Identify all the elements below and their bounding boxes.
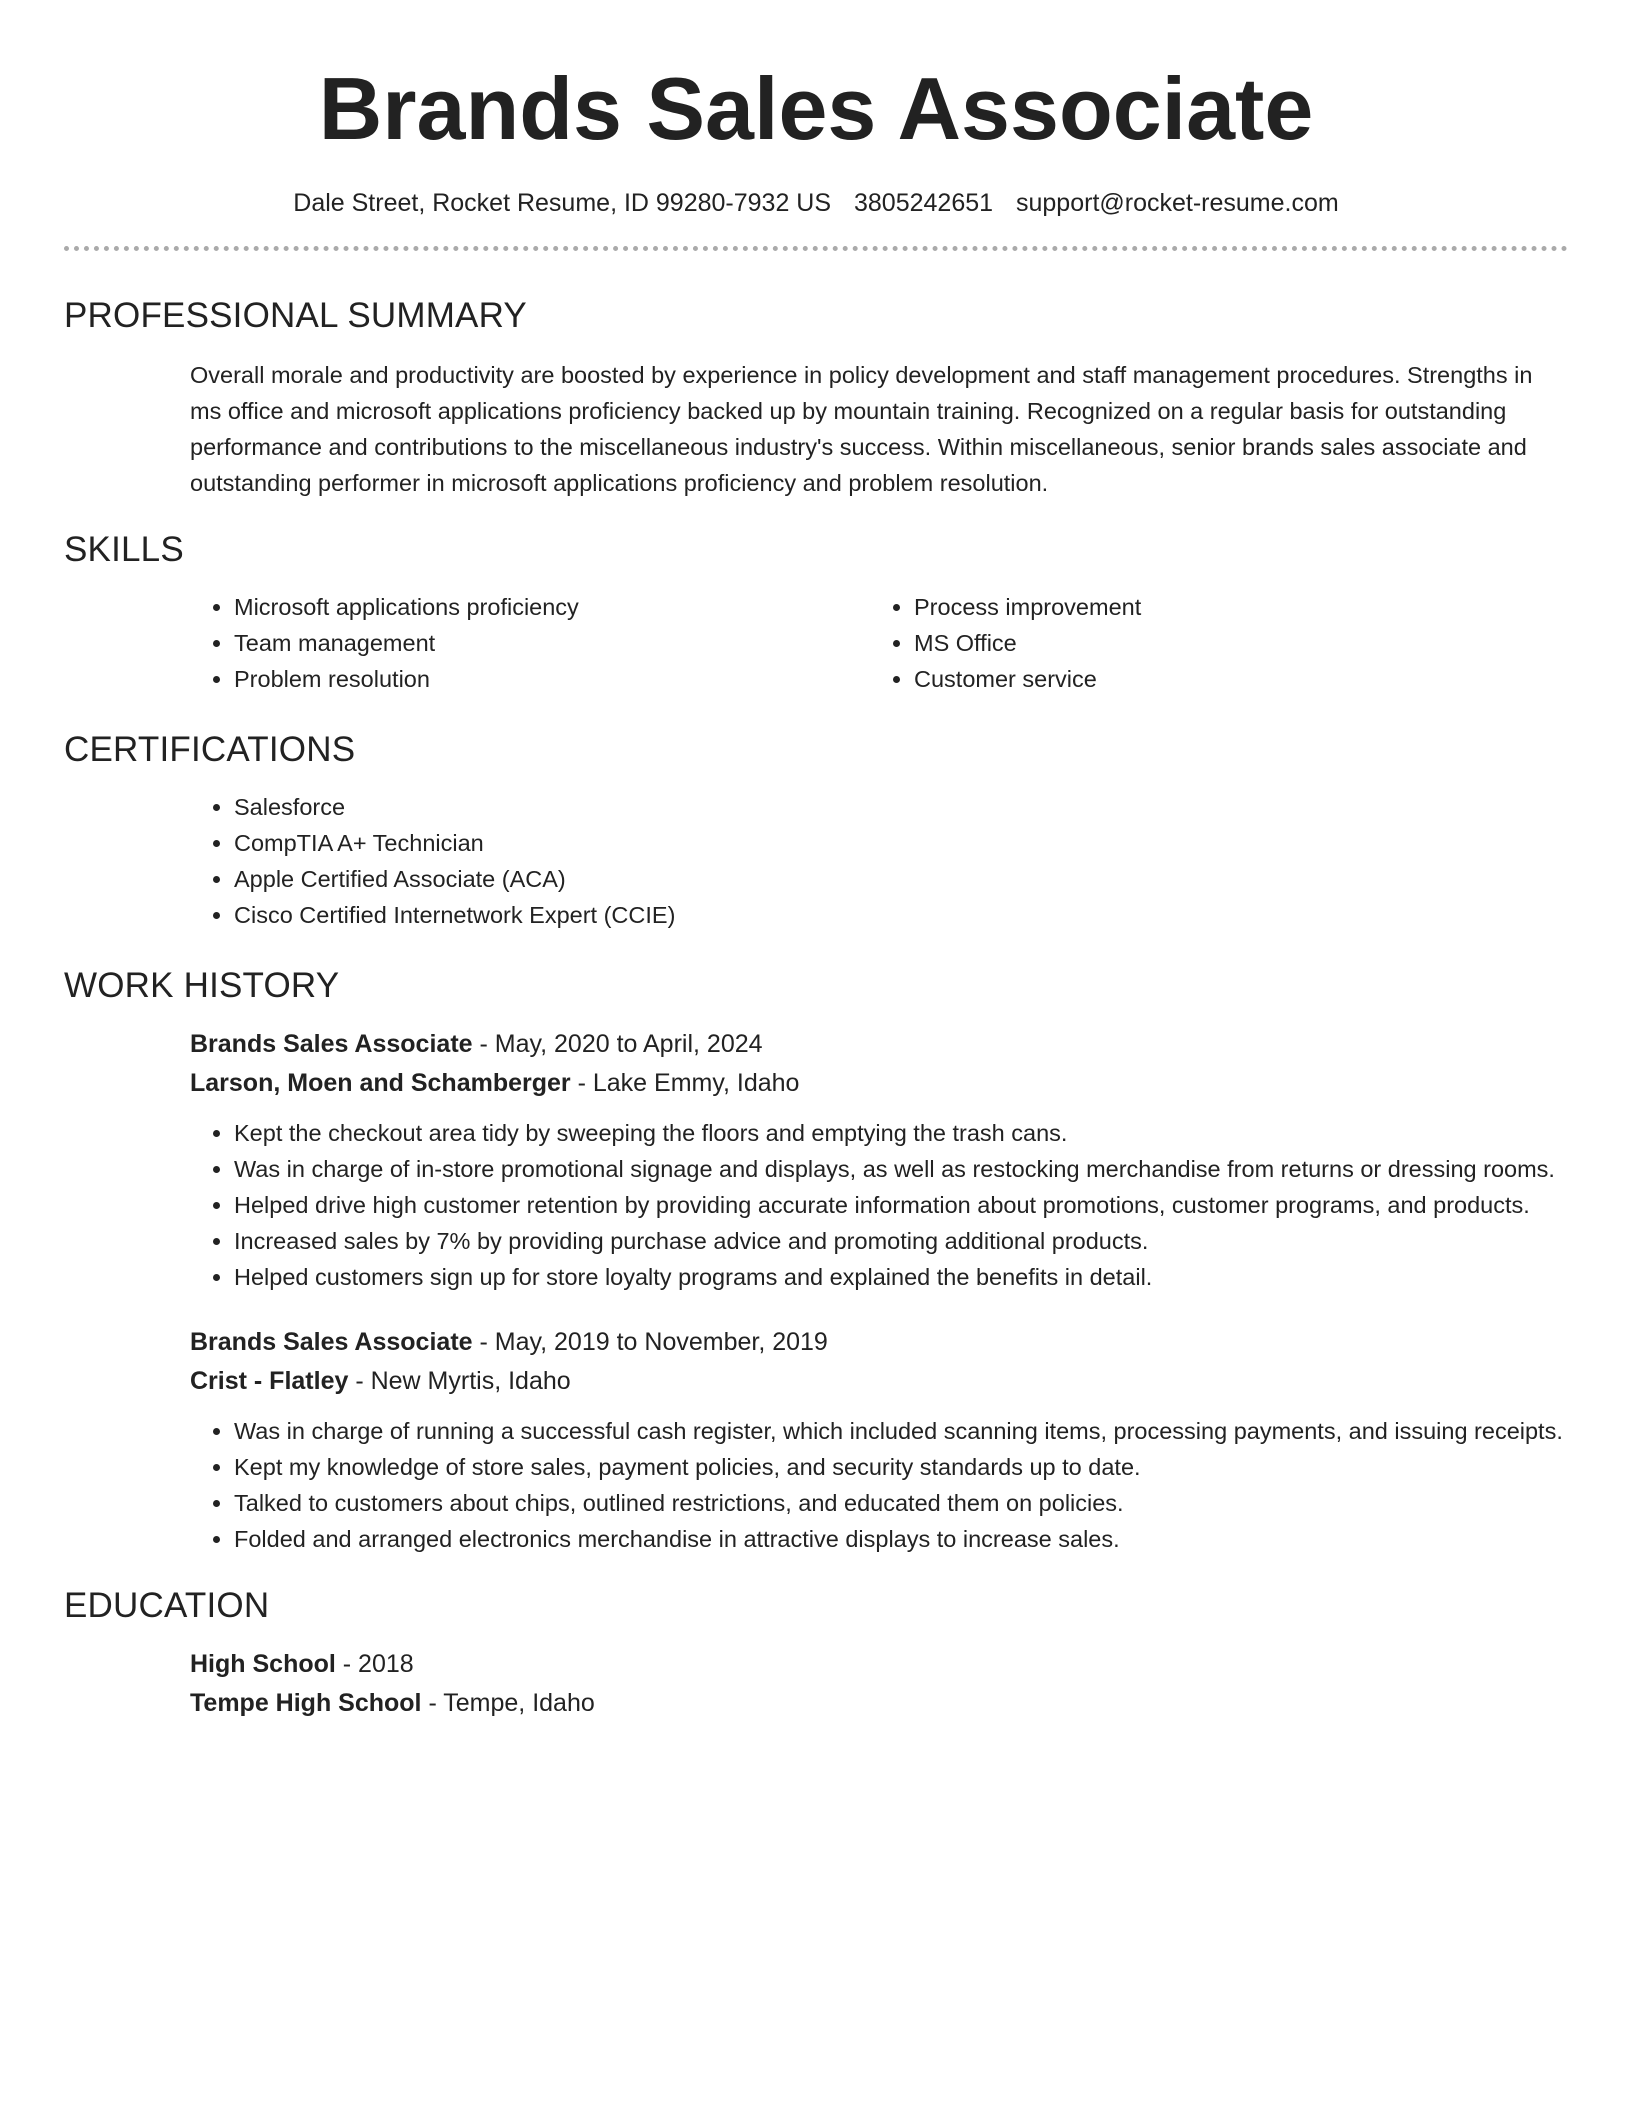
job-bullet: • Helped customers sign up for store loyalty programs and explained the benefits in detail. bbox=[234, 1259, 1568, 1295]
education-entry bbox=[190, 1645, 1568, 1723]
summary-text: Overall morale and productivity are boosted by experience in policy development and staff management procedures. Strengths in ms office and microsoft applications proficiency backed up by mountain training. Recognized on a regular basis for outstanding performance and contributions to the miscellaneous industry's success. Within miscellaneous, senior brands sales associate and outstanding performer in microsoft applications proficiency and problem resolution. bbox=[190, 361, 1533, 496]
section-title-certifications: CERTIFICATIONS bbox=[64, 729, 356, 769]
skills-grid bbox=[190, 589, 1568, 697]
job-company-line bbox=[190, 1064, 1568, 1103]
section-title-work-history: WORK HISTORY bbox=[64, 965, 340, 1005]
job-role-line bbox=[190, 1323, 1568, 1362]
job-dates: - May, 2019 to November, 2019 bbox=[472, 1327, 828, 1356]
education-degree: High School bbox=[190, 1649, 336, 1678]
resume-name-title: Brands Sales Associate bbox=[318, 59, 1314, 158]
job-bullet: • Folded and arranged electronics merchandise in attractive displays to increase sales. bbox=[234, 1521, 1568, 1557]
job-role: Brands Sales Associate bbox=[190, 1029, 473, 1058]
skills-column-right bbox=[870, 589, 1550, 697]
job-entry bbox=[190, 1025, 1568, 1295]
certifications-list bbox=[190, 789, 1568, 933]
skill-item: • Team management bbox=[234, 625, 870, 661]
education-school-line bbox=[190, 1684, 1568, 1723]
job-role-line bbox=[190, 1025, 1568, 1064]
job-bullets bbox=[190, 1115, 1568, 1295]
skill-item: • Process improvement bbox=[914, 589, 1550, 625]
contact-line bbox=[64, 187, 1568, 220]
header-divider bbox=[64, 246, 1568, 251]
skill-item: • Problem resolution bbox=[234, 661, 870, 697]
education-school: Tempe High School bbox=[190, 1688, 422, 1717]
job-bullet: • Talked to customers about chips, outlined restrictions, and educated them on policies. bbox=[234, 1485, 1568, 1521]
job-bullet: • Increased sales by 7% by providing purchase advice and promoting additional products. bbox=[234, 1223, 1568, 1259]
section-title-skills: SKILLS bbox=[64, 529, 184, 569]
certification-item: • Apple Certified Associate (ACA) bbox=[234, 861, 1568, 897]
education-location: - Tempe, Idaho bbox=[421, 1688, 595, 1717]
contact-phone: 3805242651 bbox=[854, 189, 994, 218]
job-dates: - May, 2020 to April, 2024 bbox=[472, 1029, 763, 1058]
resume-page bbox=[64, 0, 1568, 1723]
contact-email: support@rocket-resume.com bbox=[1016, 189, 1339, 218]
section-title-education: EDUCATION bbox=[64, 1585, 270, 1625]
job-company: Larson, Moen and Schamberger bbox=[190, 1068, 571, 1097]
education-year: - 2018 bbox=[335, 1649, 414, 1678]
job-entry bbox=[190, 1323, 1568, 1557]
education-degree-line bbox=[190, 1645, 1568, 1684]
skill-item: • Customer service bbox=[914, 661, 1550, 697]
contact-address: Dale Street, Rocket Resume, ID 99280-7932 US bbox=[293, 189, 832, 218]
job-bullets bbox=[190, 1413, 1568, 1557]
section-title-summary: PROFESSIONAL SUMMARY bbox=[64, 295, 527, 335]
job-company: Crist - Flatley bbox=[190, 1366, 349, 1395]
job-bullet: • Kept my knowledge of store sales, payment policies, and security standards up to date. bbox=[234, 1449, 1568, 1485]
job-location: - New Myrtis, Idaho bbox=[348, 1366, 571, 1395]
job-bullet: • Helped drive high customer retention by providing accurate information about promotions, customer programs, and products. bbox=[234, 1187, 1568, 1223]
job-role: Brands Sales Associate bbox=[190, 1327, 473, 1356]
certification-item: • CompTIA A+ Technician bbox=[234, 825, 1568, 861]
certification-item: • Cisco Certified Internetwork Expert (CCIE) bbox=[234, 897, 1568, 933]
skills-column-left bbox=[190, 589, 870, 697]
certification-item: • Salesforce bbox=[234, 789, 1568, 825]
job-location: - Lake Emmy, Idaho bbox=[570, 1068, 800, 1097]
job-bullet: • Was in charge of in-store promotional signage and displays, as well as restocking merchandise from returns or dressing rooms. bbox=[234, 1151, 1568, 1187]
job-bullet: • Kept the checkout area tidy by sweeping the floors and emptying the trash cans. bbox=[234, 1115, 1568, 1151]
skill-item: • MS Office bbox=[914, 625, 1550, 661]
job-bullet: • Was in charge of running a successful cash register, which included scanning items, processing payments, and issuing receipts. bbox=[234, 1413, 1568, 1449]
job-company-line bbox=[190, 1362, 1568, 1401]
skill-item: • Microsoft applications proficiency bbox=[234, 589, 870, 625]
